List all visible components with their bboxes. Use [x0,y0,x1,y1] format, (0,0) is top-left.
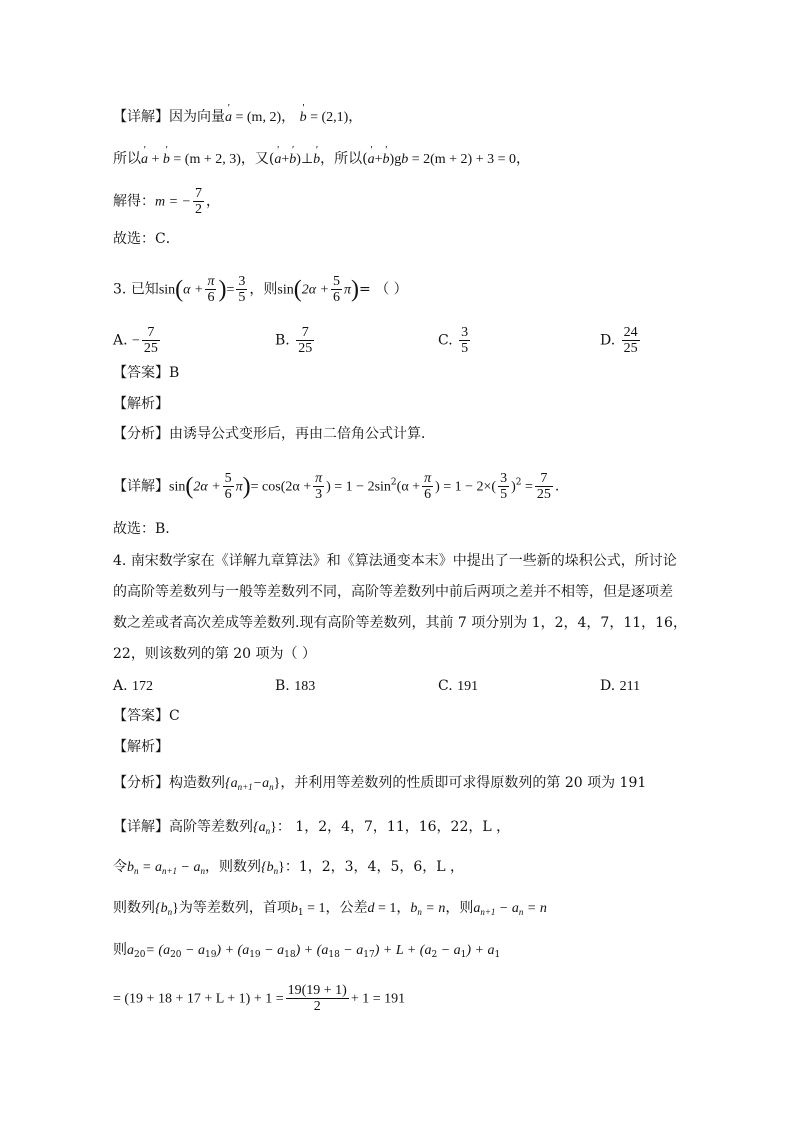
brace: } [273,776,281,791]
q4-detail-line-5 [113,983,405,1014]
option-label: B. [275,332,290,349]
math: ) = 1 − 2sin [326,479,391,495]
denominator: 2 [195,202,203,217]
subscript: 1 [494,950,501,960]
q4-detail-line-1 [113,818,510,840]
text: ，并利用等差数列的性质即可求得原数列的第 20 项为 191 [280,775,647,791]
q3-option-b [275,325,316,356]
math: 2α + [193,479,221,495]
fraction [193,186,204,217]
subscript: n [518,907,524,917]
subscript: n [200,866,205,876]
subscript: 2 [431,950,438,960]
denominator: 5 [461,341,469,356]
prev-detail-line-2 [113,150,530,169]
math: = 1 [303,901,326,916]
math: d [367,901,375,916]
denominator: 25 [298,341,313,356]
pi: π [344,282,352,298]
math: − a [181,943,205,958]
numerator: 5 [333,274,341,289]
fraction [535,471,553,502]
denominator: 6 [207,290,215,305]
math: α + [183,282,204,298]
superscript: 2 [515,477,522,488]
numerator: 5 [224,471,232,486]
math: = a [138,860,162,875]
answer-tag: 【答案】 [113,708,169,724]
math: = 2(m + 2) + 3 = 0 [408,152,516,167]
fenxi-text: 由诱导公式变形后，再由二倍角公式计算． [169,426,435,442]
text: = （ ） [359,281,408,298]
math: {a [225,776,238,791]
option-value: 191 [457,679,479,694]
detail-tag: 【详解】 [113,109,169,125]
math: − a [177,860,201,875]
subscript: n+1 [237,782,253,792]
answer-tag: 【答案】 [113,365,169,381]
math: a [473,901,481,916]
option-label: C. [438,332,453,349]
subscript: 20 [134,950,146,960]
option-label: A. [113,332,128,349]
answer-value: C [169,708,180,724]
subscript: 17 [363,950,375,960]
q3-stem [113,274,408,305]
numerator: 7 [195,186,203,201]
vector-a: ' a [225,109,232,127]
q3-option-c [438,325,472,356]
text: 令 [113,859,127,875]
text: 高阶等差数列 [169,819,253,835]
denominator: 25 [536,487,551,502]
q4-analysis-tag: 【解析】 [113,739,169,755]
numerator: 7 [142,325,160,341]
math: − a [339,943,364,958]
comma: ， [516,151,530,167]
math: ) + L + (a [374,943,432,958]
denominator: 3 [315,487,323,502]
q4-option-a [113,677,153,696]
comma: ， [348,109,363,125]
fraction [205,274,216,305]
numerator: 24 [623,325,638,340]
period: . [554,478,560,495]
numerator: 7 [296,325,314,341]
paren-right: ) [218,276,227,303]
stem-text: 南宋数学家在《详解九章算法》和《算法通变本末》中提出了一些新的垛积公式，所讨论 [130,553,677,569]
subscript: 19 [204,950,217,960]
brace: } [278,860,285,875]
comma: ， [206,193,221,210]
subscript: 1 [297,908,304,918]
q4-detail-line-3 [113,899,547,922]
q3-choose: 故选：B. [113,521,170,537]
math: + 1 = 191 [350,991,406,1007]
vector-b: ' b [313,151,320,169]
paren-left: ( [185,473,194,500]
math: )g [389,152,402,167]
math: − a [437,943,461,958]
paren-right: ) [242,473,251,500]
question-number: 4. [113,553,127,569]
q3-analysis-tag: 【解析】 [113,396,169,412]
vector-b: ' b [383,151,390,169]
vector-b: b [401,152,409,167]
math: {b [155,901,168,916]
denominator: 2 [313,999,321,1014]
fraction [459,325,470,356]
detail-tag: 【详解】 [113,478,169,495]
subscript: 20 [170,950,182,960]
subscript: 1 [460,950,467,960]
math: {b [260,860,274,875]
numerator: 19(19 + 1) [287,983,347,998]
text: 已知 [130,281,159,298]
subscript: n [265,826,271,836]
math: = (m + 2, 3) [169,152,241,167]
text: 则 [113,942,127,958]
fraction [286,983,349,1014]
text: 则数列 [113,900,155,916]
numerator: 3 [461,325,469,340]
pi: π [235,479,243,495]
math: ) [511,479,516,495]
sin: sin [277,282,294,298]
equals: = [226,282,235,298]
fraction [236,274,247,305]
text: 构造数列 [169,775,225,791]
math: = (19 + 18 + 17 + L + 1) + 1 = [113,991,284,1007]
superscript: 2 [390,477,397,488]
option-label: D. [600,678,616,694]
text: ，则 [249,281,278,298]
subscript: 18 [284,950,296,960]
subscript: n+1 [480,907,496,917]
vector-a: ' a [141,151,148,169]
numerator: π [207,274,215,289]
fraction [331,274,342,305]
denominator: 6 [333,290,341,305]
brace: } [270,820,277,835]
numerator: 3 [238,274,246,289]
subscript: n [273,866,279,876]
text: 解得： [113,193,155,210]
subscript: n [417,907,422,917]
text: ： 1，2，4，7，11，16，22，L ， [276,819,511,835]
q4-stem-line-3: 数之差或者高次差成等差数列.现有高阶等差数列，其前 7 项分别为 1，2，4，7，11，16， [113,615,687,631]
prev-detail-line-1 [113,108,362,127]
numerator: π [424,471,432,486]
prev-detail-line-3 [113,186,220,217]
fraction [142,325,160,356]
math: (α + [396,479,421,495]
subscript: 18 [328,950,340,960]
math: ) = 1 − 2×( [435,479,497,495]
vector-b: ' b [289,151,296,169]
math: −a [252,776,270,791]
brace: } [172,901,179,916]
vector-a: ' a [368,151,375,169]
math: ) + (a [216,943,250,958]
math: ) + (a [295,943,329,958]
math: − a [260,943,285,958]
text: ：1，2，3，4，5，6，L ， [284,859,465,875]
text: 为等差数列，首项 [178,900,291,916]
option-value: 211 [619,679,641,694]
subscript: n [269,782,274,792]
subscript: n [167,907,173,917]
subscript: n [134,866,139,876]
paren-left: ( [175,276,184,303]
denominator: 6 [224,487,232,502]
math: + [148,152,163,167]
fraction [313,471,324,502]
fenxi-tag: 【分析】 [113,775,169,791]
comma: ， [281,109,296,125]
math: {a [253,820,266,835]
sin: sin [169,479,186,495]
math: + [281,152,290,167]
q4-option-d [600,677,640,696]
math: + [374,152,383,167]
subscript: 19 [249,950,261,960]
math: )⊥ [296,152,314,167]
text: ， [396,900,411,916]
vector-b: ' b [163,151,170,169]
denominator: 25 [623,341,638,356]
paren-left: ( [293,276,302,303]
q4-option-b [275,677,315,696]
vector-a: ' a [274,151,281,169]
text: ，公差 [325,900,368,916]
math: = [521,479,533,495]
denominator: 5 [500,487,508,502]
math: b [127,860,134,875]
math: = (a [145,943,171,958]
numerator: 3 [500,471,508,486]
math: = (2,1) [306,110,349,125]
math: ) + a [466,943,495,958]
option-label: C. [438,678,453,694]
fraction [296,325,314,356]
paren-right: ) [351,276,360,303]
text: ，又( [240,151,275,167]
denominator: 6 [424,487,432,502]
q4-stem-line-1 [113,552,677,570]
fraction [498,471,509,502]
denominator: 25 [143,341,158,356]
q4-detail-line-4 [113,941,500,964]
q4-detail-line-2 [113,858,464,880]
option-value: 183 [294,679,316,694]
q4-stem-line-2: 的高阶等差数列与一般等差数列不同，高阶等差数列中前后两项之差并不相等，但是逐项差 [113,584,673,600]
answer-value: B [169,365,180,381]
option-label: D. [600,332,616,349]
math: m = − [155,194,192,210]
option-label: A. [113,678,128,694]
subscript: n+1 [161,866,178,876]
fraction [223,471,234,502]
text: 因为向量 [169,109,225,125]
math: = n [421,901,446,916]
prev-choose: 故选：C． [113,231,180,247]
sign: − [132,333,140,349]
text: 所以 [113,151,141,167]
fraction [422,471,433,502]
text: ，所以( [320,151,368,167]
q4-fenxi [113,774,646,796]
sin: sin [158,282,176,298]
option-value: 172 [132,679,154,694]
q3-answer [113,364,179,382]
math: b [290,901,298,916]
question-number: 3. [113,281,127,298]
text: ，则数列 [204,859,261,875]
q3-option-a [113,325,162,356]
math: b [410,901,418,916]
math: = (m, 2) [232,110,282,125]
math: a [127,943,134,958]
math: 2α + [301,282,330,298]
math: = 1 [374,901,397,916]
q3-option-d [600,325,642,356]
q3-fenxi [113,425,435,443]
q4-stem-line-4: 22，则该数列的第 20 项为（ ） [113,646,316,662]
fenxi-tag: 【分析】 [113,426,169,442]
option-label: B. [275,678,290,694]
numerator: π [315,471,323,486]
math: − a [495,901,519,916]
math: = cos(2α + [250,479,312,495]
math: = n [523,901,547,916]
q3-detail [113,471,559,502]
q4-option-c [438,677,478,696]
detail-tag: 【详解】 [113,819,169,835]
denominator: 5 [238,290,246,305]
text: ，则 [445,900,474,916]
vector-b: ' b [300,109,307,127]
numerator: 7 [535,471,553,487]
q4-answer [113,707,180,725]
fraction [622,325,640,356]
